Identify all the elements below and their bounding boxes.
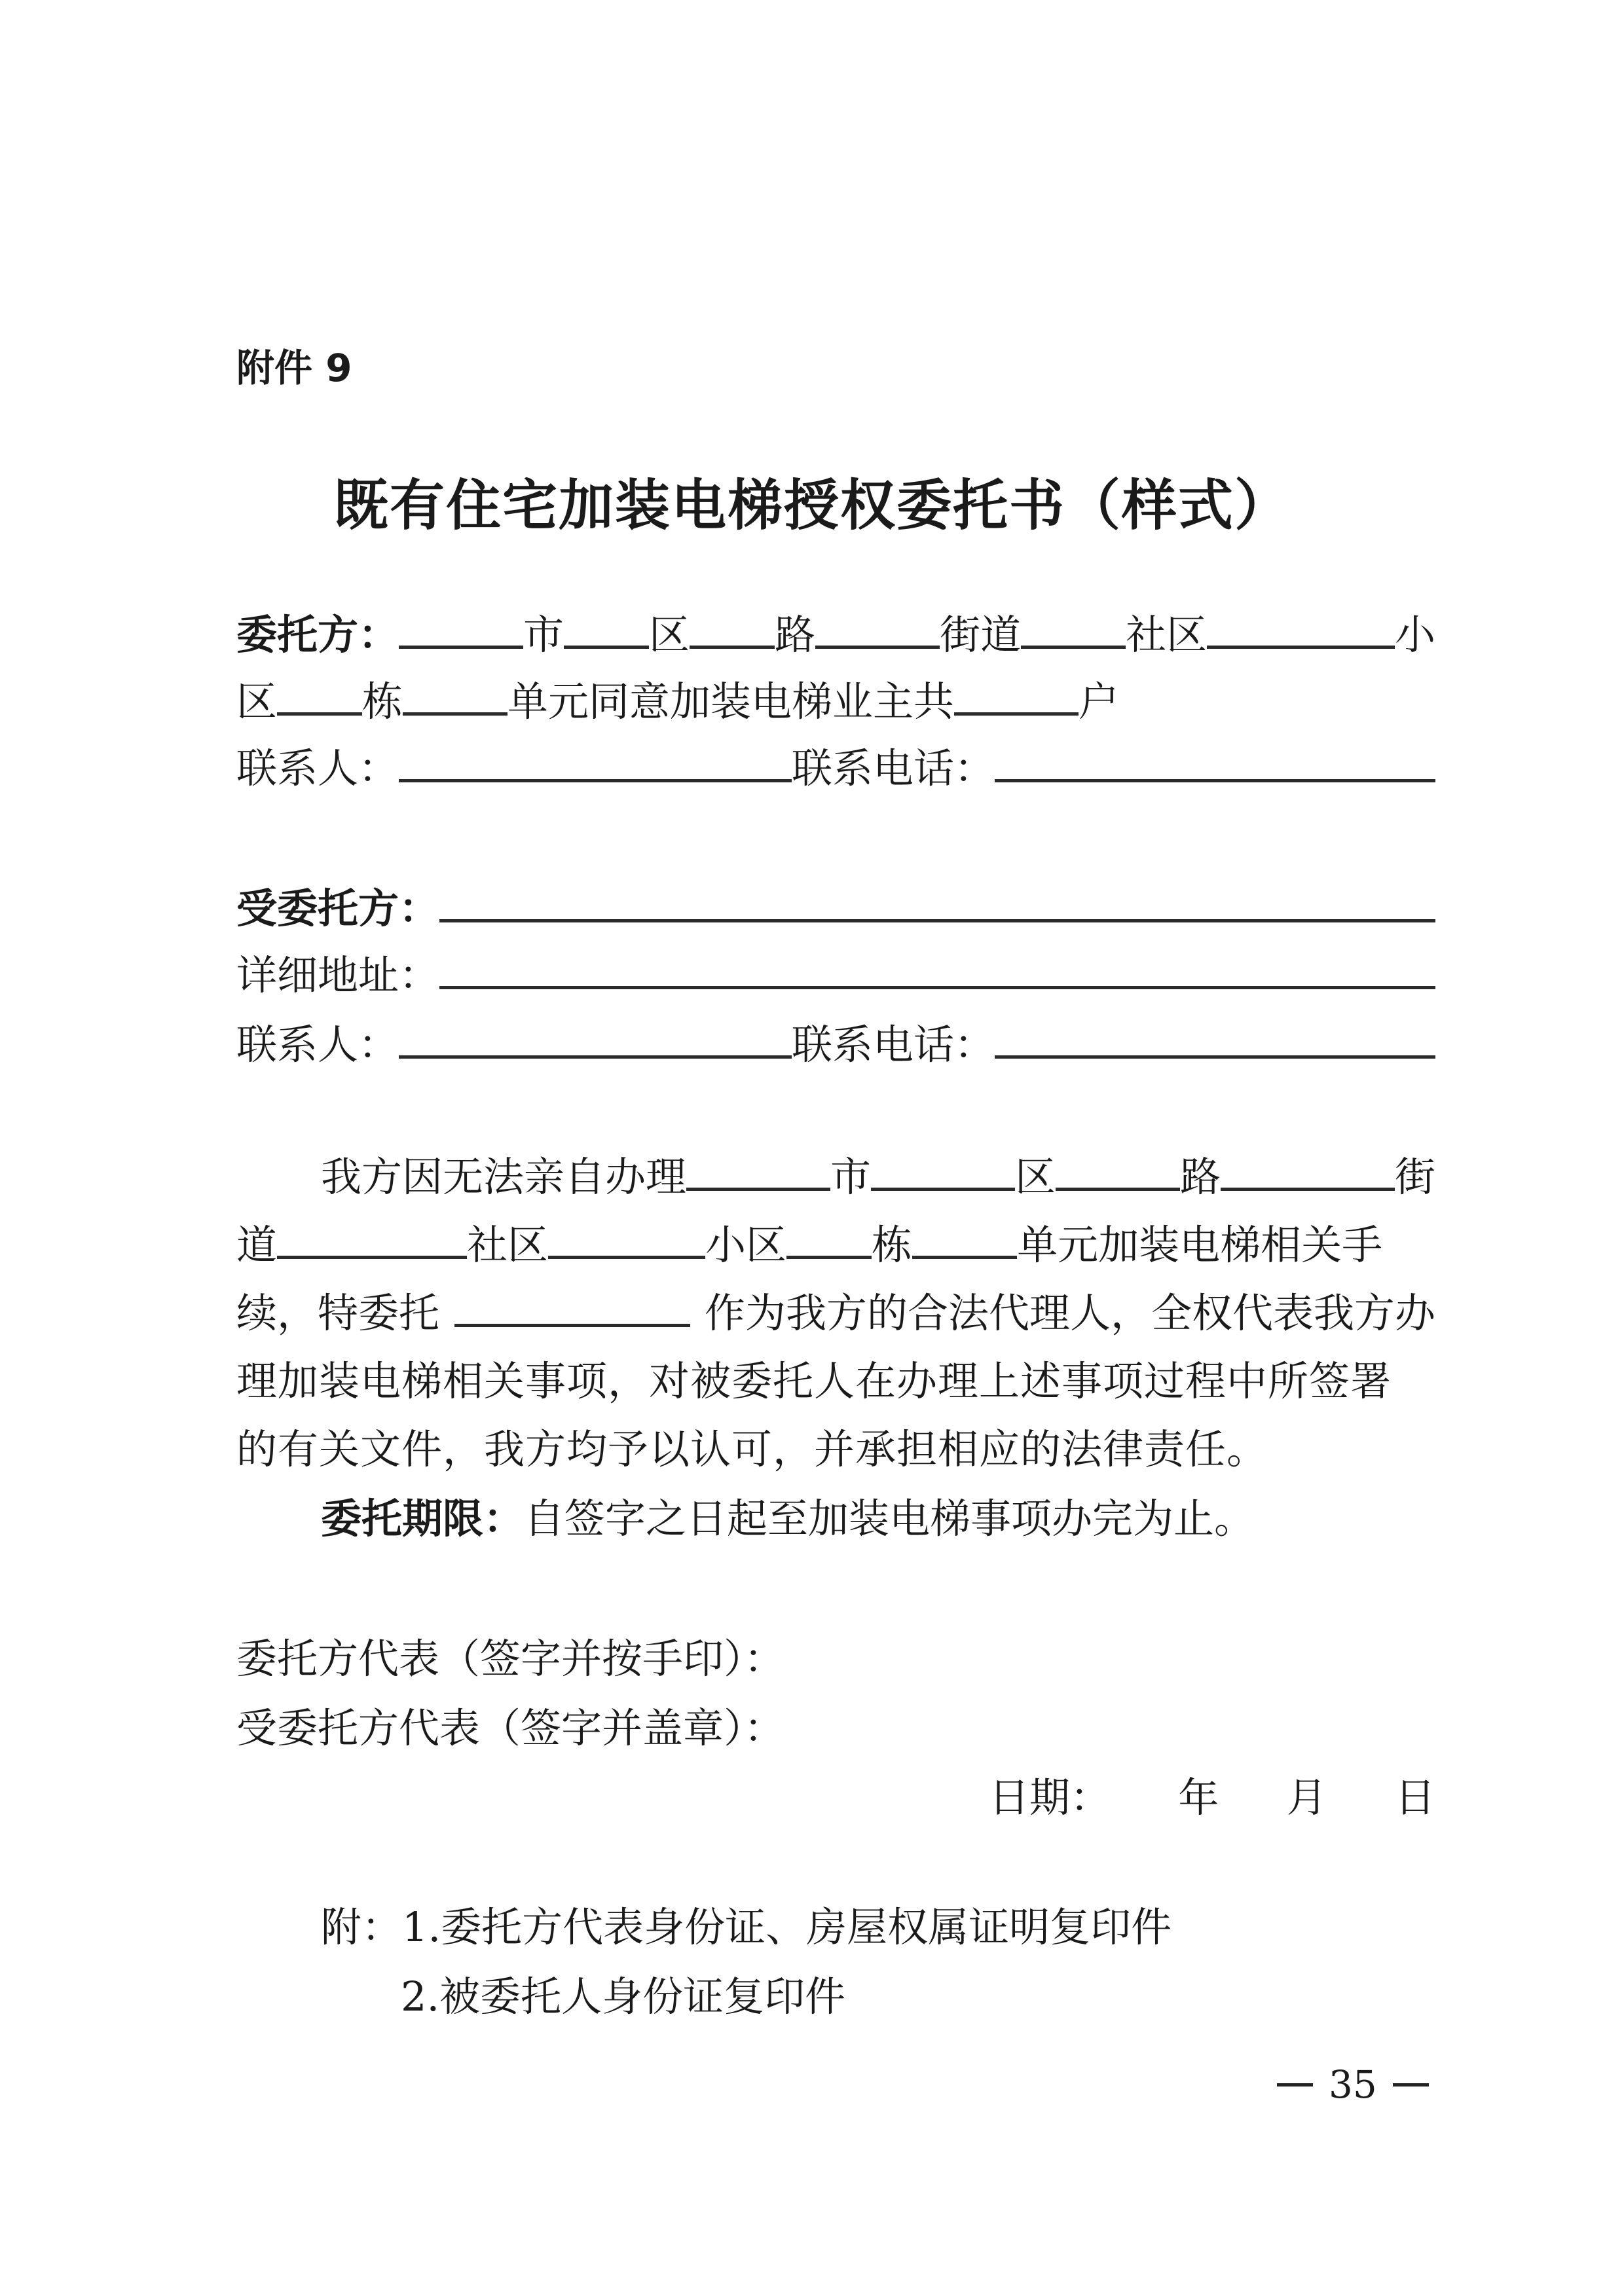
annex-item-1 — [321, 1901, 1172, 1954]
agent-address-field[interactable] — [439, 951, 1435, 989]
agent-contact-line — [236, 1019, 1435, 1071]
road-field[interactable] — [690, 610, 775, 649]
unit-field[interactable] — [403, 677, 507, 716]
text: 单元同意加装电梯业主共 — [507, 678, 955, 725]
address-label: 详细地址： — [236, 951, 440, 999]
annex-label: 附： — [321, 1903, 403, 1951]
page-number-text: 35 — [1329, 2062, 1377, 2107]
district-field[interactable] — [564, 610, 649, 649]
term-text: 自签字之日起至加装电梯事项办完为止。 — [524, 1495, 1255, 1542]
attachment-label: 附件 9 — [236, 346, 352, 390]
date-label: 日期： — [989, 1774, 1111, 1821]
text: 街 — [1394, 1153, 1435, 1201]
agent-name-field[interactable] — [454, 1288, 690, 1327]
community-field[interactable] — [1021, 610, 1126, 649]
text: 续，特委托 — [236, 1289, 440, 1337]
text: 户 — [1079, 678, 1120, 725]
page-number — [1277, 2062, 1429, 2107]
agent-contact-field[interactable] — [399, 1020, 792, 1059]
text: 路 — [1180, 1153, 1221, 1201]
households-field[interactable] — [954, 677, 1079, 716]
phone-label: 联系电话： — [792, 744, 995, 792]
body-line-5: 的有关文件，我方均予以认可，并承担相应的法律责任。 — [236, 1425, 1268, 1473]
annex-item-2: 2.被委托人身份证复印件 — [401, 1973, 846, 2020]
unit-field[interactable] — [912, 1220, 1017, 1259]
dash-right — [1393, 2083, 1429, 2086]
compound-field[interactable] — [548, 1220, 705, 1259]
day-label: 日 — [1394, 1774, 1435, 1821]
agent-label: 受委托方： — [236, 884, 440, 932]
text: 我方因无法亲自办理 — [321, 1153, 687, 1201]
principal-phone-field[interactable] — [995, 744, 1435, 782]
body-line-4: 理加装电梯相关事项，对被委托人在办理上述事项过程中所签署 — [236, 1357, 1392, 1405]
text: 作为我方的合法代理人，全权代表我方办 — [704, 1289, 1435, 1337]
text: 市 — [830, 1153, 872, 1201]
agent-address-line — [236, 949, 1435, 1002]
text: 道 — [236, 1221, 278, 1269]
principal-label: 委托方： — [236, 611, 399, 659]
text: 单元加装电梯相关手 — [1017, 1221, 1383, 1269]
city-field[interactable] — [686, 1152, 830, 1191]
agent-name-field[interactable] — [439, 884, 1435, 922]
phone-label: 联系电话： — [792, 1021, 995, 1068]
text: 小区 — [705, 1221, 787, 1269]
body-line-1 — [321, 1151, 1435, 1203]
road-field[interactable] — [1056, 1152, 1180, 1191]
agent-phone-field[interactable] — [995, 1020, 1435, 1059]
principal-address-line-2 — [236, 676, 1435, 728]
principal-contact-field[interactable] — [399, 744, 792, 782]
text: 社区 — [1126, 611, 1208, 659]
month-label: 月 — [1286, 1774, 1327, 1821]
compound-field[interactable] — [1207, 610, 1395, 649]
building-field[interactable] — [277, 677, 362, 716]
agent-line — [236, 883, 1435, 935]
text: 小 — [1394, 611, 1435, 659]
term-label: 委托期限： — [321, 1495, 525, 1542]
body-line-3 — [236, 1287, 1435, 1339]
contact-label: 联系人： — [236, 1021, 399, 1068]
principal-address-line-1 — [236, 609, 1435, 661]
principal-rep-signature: 委托方代表（签字并按手印）： — [236, 1635, 785, 1683]
text: 社区 — [467, 1221, 549, 1269]
agent-rep-signature: 受委托方代表（签字并盖章）： — [236, 1704, 785, 1752]
text: 市 — [523, 611, 564, 659]
text: 栋 — [872, 1221, 913, 1269]
city-field[interactable] — [399, 610, 523, 649]
document-title: 既有住宅加装电梯授权委托书（样式） — [333, 473, 1291, 538]
principal-contact-line — [236, 742, 1435, 795]
text: 街道 — [940, 611, 1022, 659]
body-line-2 — [236, 1219, 1435, 1271]
street-field[interactable] — [815, 610, 940, 649]
street-field[interactable] — [1221, 1152, 1395, 1191]
date-line — [989, 1772, 1435, 1824]
text: 区 — [236, 678, 278, 725]
term-line — [321, 1493, 1435, 1545]
text: 路 — [775, 611, 816, 659]
community-field[interactable] — [277, 1220, 467, 1259]
contact-label: 联系人： — [236, 744, 399, 792]
text: 区 — [1015, 1153, 1056, 1201]
text: 栋 — [362, 678, 403, 725]
building-field[interactable] — [786, 1220, 872, 1259]
annex-text: 1.委托方代表身份证、房屋权属证明复印件 — [402, 1903, 1172, 1951]
year-label: 年 — [1178, 1774, 1219, 1821]
district-field[interactable] — [871, 1152, 1015, 1191]
text: 区 — [649, 611, 690, 659]
dash-left — [1277, 2083, 1313, 2086]
